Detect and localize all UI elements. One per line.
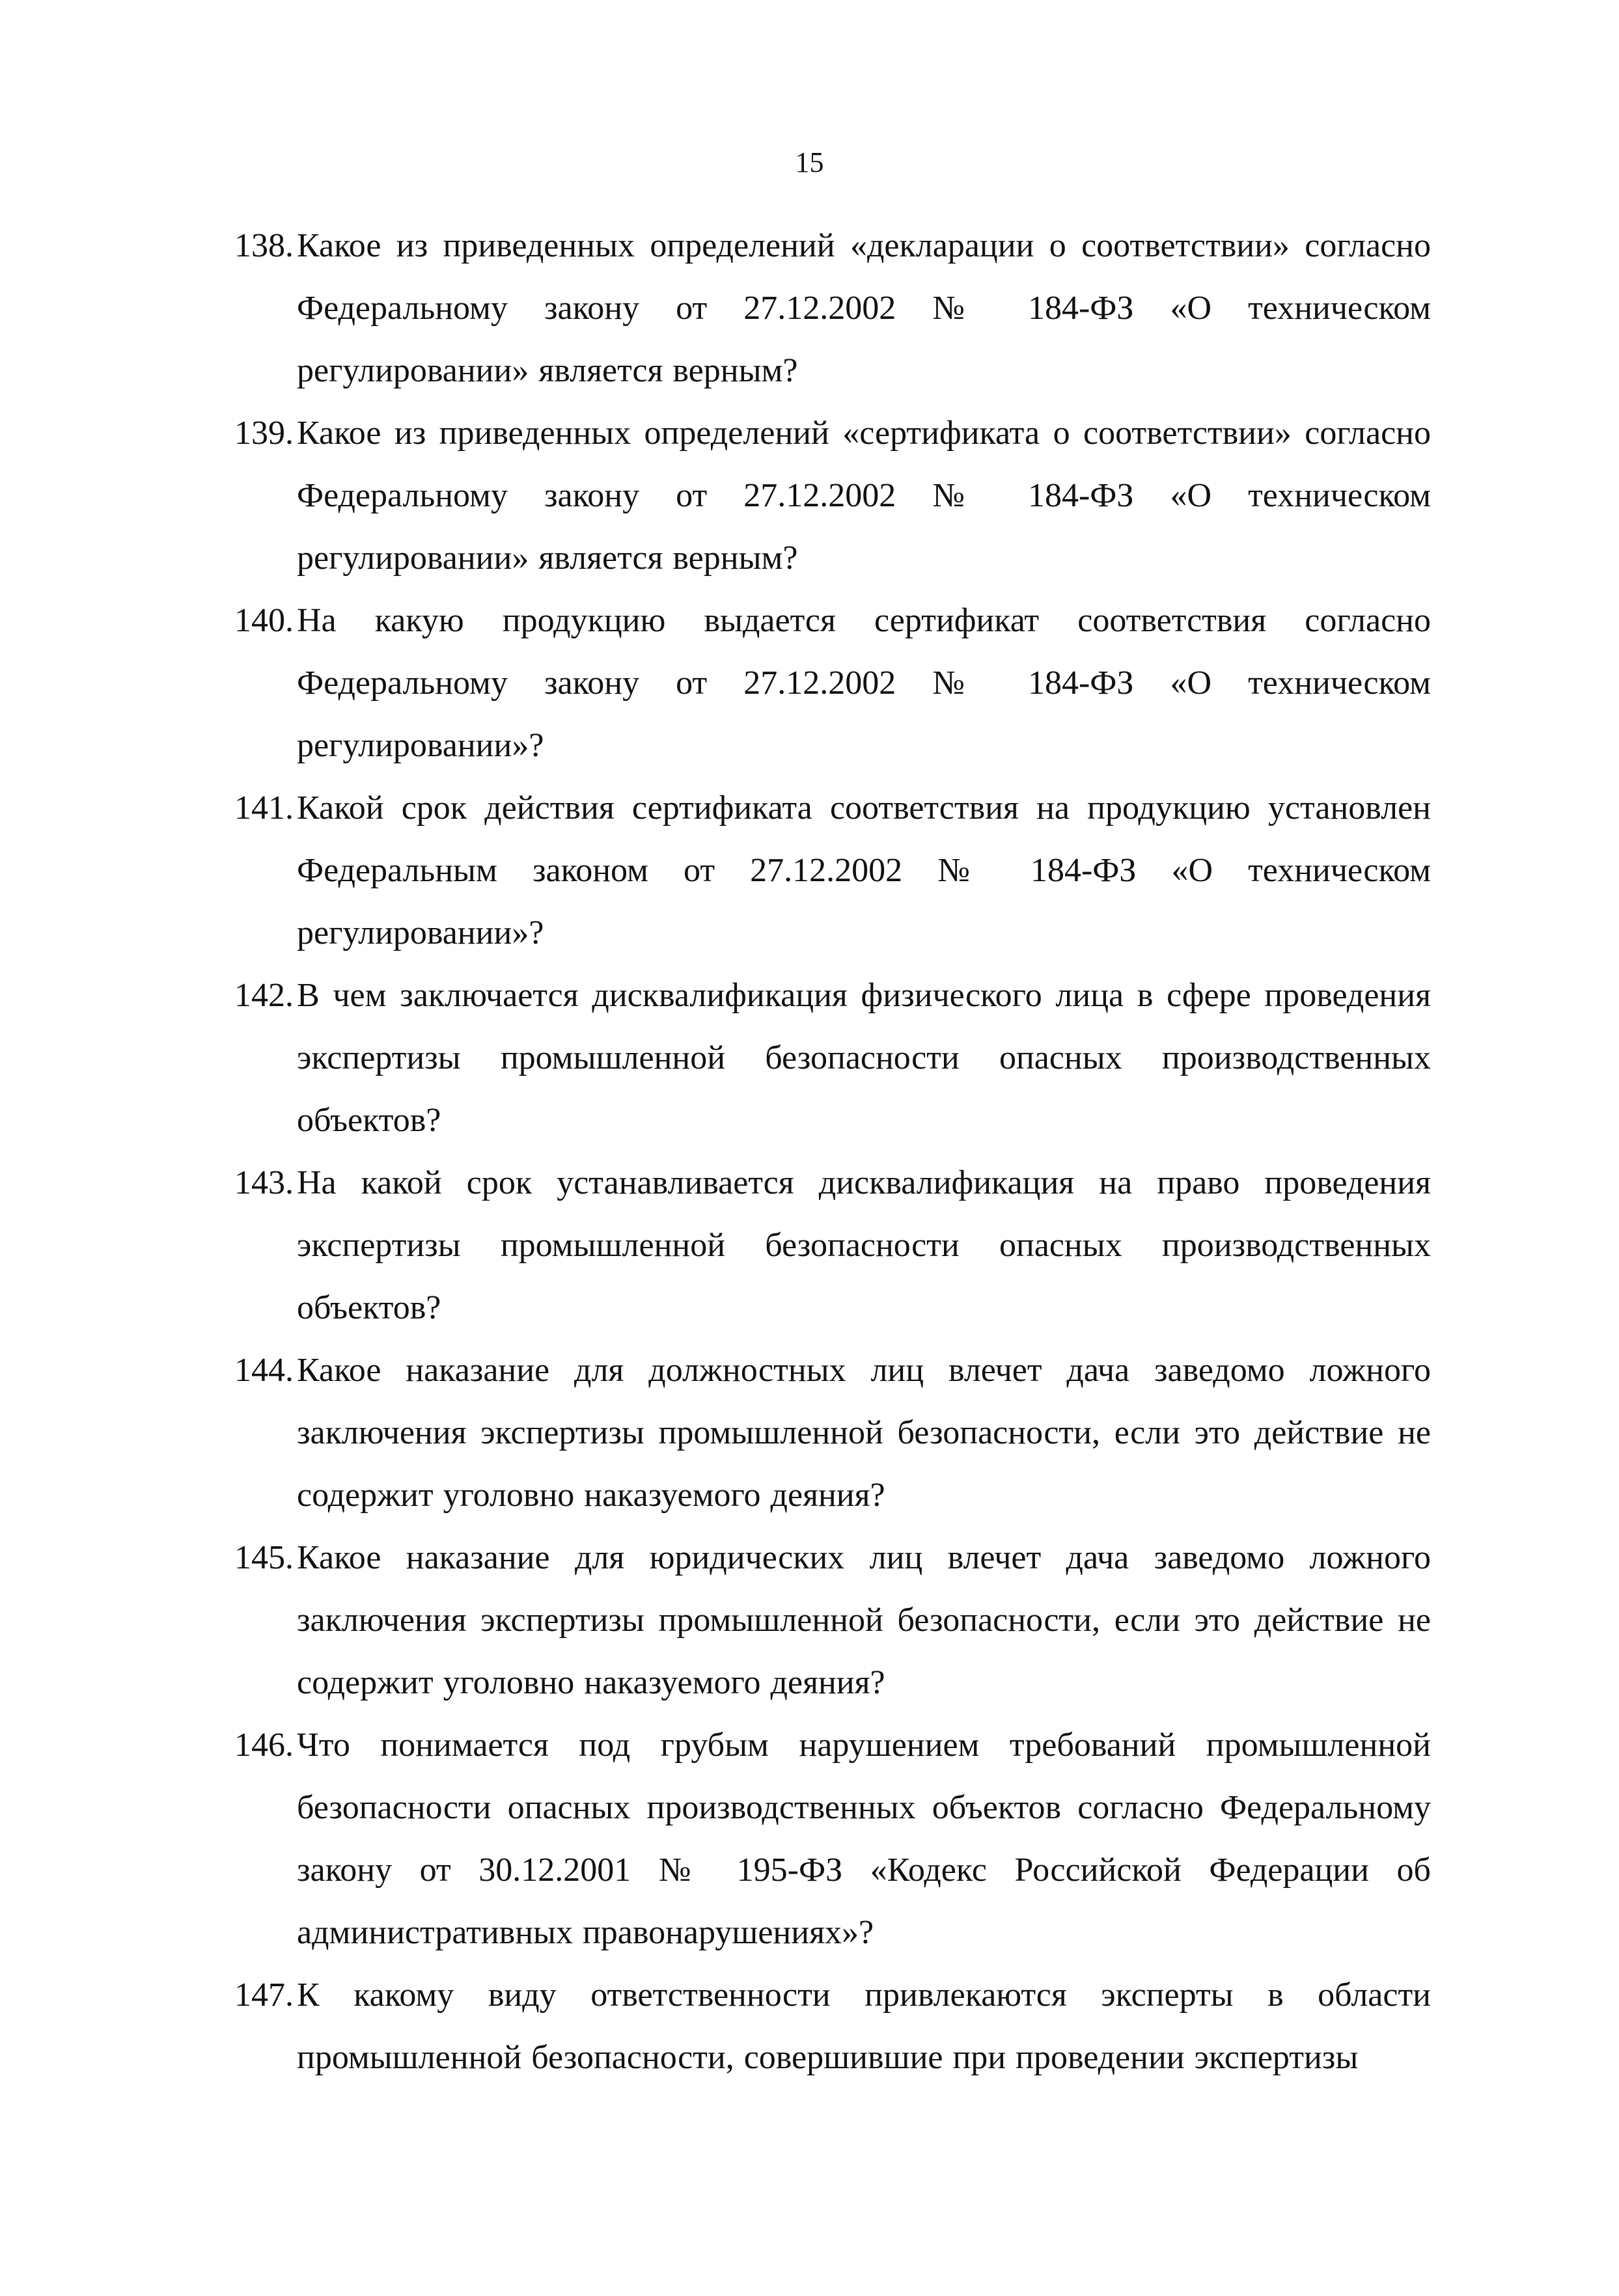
question-number: 145. <box>234 1539 294 1576</box>
question-text: На какой срок устанавливается дисквалификация на право проведения экспертизы промышленной безопасности опасных производственных объектов? <box>297 1164 1431 1326</box>
question-item-144 <box>234 1339 1431 1527</box>
question-number: 143. <box>234 1164 294 1201</box>
question-item-146 <box>234 1714 1431 1964</box>
question-item-145 <box>234 1527 1431 1714</box>
question-list <box>234 215 1431 2089</box>
question-number: 138. <box>234 227 294 264</box>
question-text: В чем заключается дисквалификация физического лица в сфере проведения экспертизы промышленной безопасности опасных производственных объектов? <box>297 977 1431 1139</box>
page-number: 15 <box>795 146 824 178</box>
question-text: Какое наказание для юридических лиц влечет дача заведомо ложного заключения экспертизы промышленной безопасности, если это действие не содержит уголовно наказуемого деяния? <box>297 1539 1431 1701</box>
question-item-143 <box>234 1152 1431 1339</box>
question-text: Какое наказание для должностных лиц влечет дача заведомо ложного заключения экспертизы промышленной безопасности, если это действие не содержит уголовно наказуемого деяния? <box>297 1352 1431 1514</box>
question-number: 141. <box>234 789 294 827</box>
question-item-140 <box>234 590 1431 777</box>
question-text: Какое из приведенных определений «декларации о соответствии» согласно Федеральному закону от 27.12.2002 № 184-ФЗ «О техническом регулировании» является верным? <box>297 227 1431 389</box>
question-number: 139. <box>234 415 294 452</box>
question-text: На какую продукцию выдается сертификат соответствия согласно Федеральному закону от 27.12.2002 № 184-ФЗ «О техническом регулировании»? <box>297 602 1431 764</box>
question-item-139 <box>234 402 1431 590</box>
question-item-142 <box>234 964 1431 1152</box>
question-number: 144. <box>234 1352 294 1389</box>
question-text: Какое из приведенных определений «сертификата о соответствии» согласно Федеральному закону от 27.12.2002 № 184-ФЗ «О техническом регулировании» является верным? <box>297 415 1431 577</box>
question-number: 140. <box>234 602 294 639</box>
question-number: 147. <box>234 1976 294 2014</box>
question-text: Какой срок действия сертификата соответствия на продукцию установлен Федеральным законом от 27.12.2002 № 184-ФЗ «О техническом регулировании»? <box>297 789 1431 951</box>
question-text: Что понимается под грубым нарушением требований промышленной безопасности опасных производственных объектов согласно Федеральному закону от 30.12.2001 № 195-ФЗ «Кодекс Российской Федерации об административных правонарушениях»? <box>297 1727 1431 1951</box>
question-number: 146. <box>234 1727 294 1764</box>
question-item-138 <box>234 215 1431 402</box>
question-text: К какому виду ответственности привлекаются эксперты в области промышленной безопасности, совершившие при проведении экспертизы <box>297 1976 1431 2076</box>
question-item-147 <box>234 1964 1431 2089</box>
question-item-141 <box>234 777 1431 964</box>
question-number: 142. <box>234 977 294 1014</box>
